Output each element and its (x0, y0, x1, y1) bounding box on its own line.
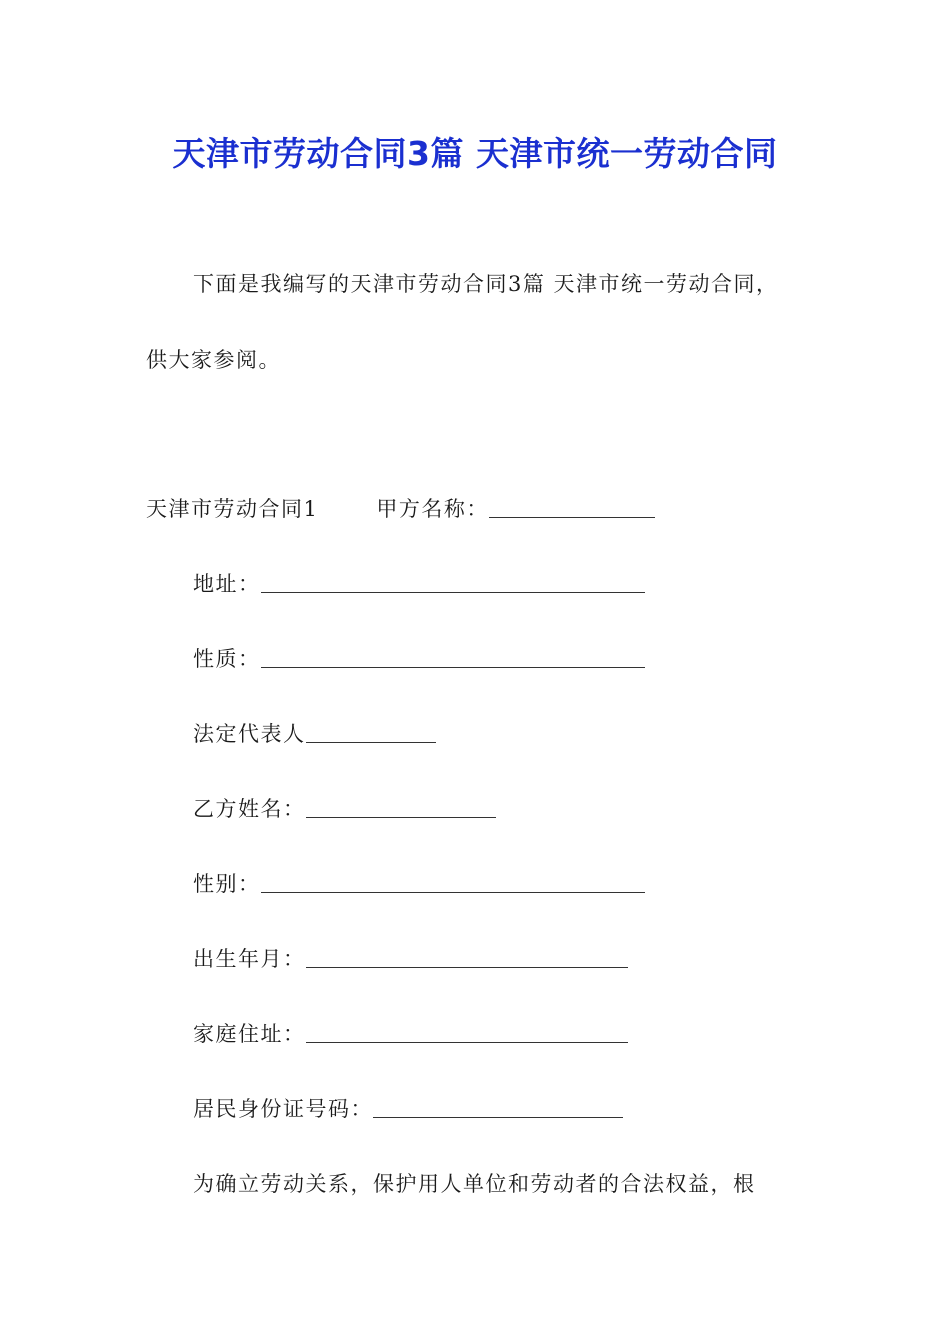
legal-rep-blank (306, 722, 436, 743)
address-blank (261, 572, 645, 593)
birth-label: 出生年月： (193, 947, 306, 971)
nature-row (193, 645, 645, 673)
section-heading: 天津市劳动合同1 (146, 497, 319, 521)
gender-row (193, 870, 645, 898)
birth-blank (306, 947, 628, 968)
id-number-label: 居民身份证号码： (193, 1097, 373, 1121)
home-address-blank (306, 1022, 628, 1043)
legal-rep-label: 法定代表人 (193, 722, 306, 746)
party-a-name-label: 甲方名称： (376, 497, 489, 521)
id-number-row (193, 1095, 623, 1123)
contract-heading-row (146, 495, 655, 523)
party-b-name-row (193, 795, 496, 823)
home-address-row (193, 1020, 628, 1048)
nature-label: 性质： (193, 647, 261, 671)
home-address-label: 家庭住址： (193, 1022, 306, 1046)
intro-paragraph-line-1: 下面是我编写的天津市劳动合同3篇 天津市统一劳动合同， (193, 272, 779, 296)
legal-rep-row (193, 720, 436, 748)
party-a-name-blank (489, 497, 655, 518)
intro-paragraph-line-2: 供大家参阅。 (146, 348, 281, 372)
id-number-blank (373, 1097, 623, 1118)
document-title: 天津市劳动合同3篇 天津市统一劳动合同 (172, 134, 778, 173)
birth-row (193, 945, 628, 973)
gender-blank (261, 872, 645, 893)
gender-label: 性别： (193, 872, 261, 896)
address-label: 地址： (193, 572, 261, 596)
party-b-name-label: 乙方姓名： (193, 797, 306, 821)
nature-blank (261, 647, 645, 668)
party-b-name-blank (306, 797, 496, 818)
closing-paragraph-line: 为确立劳动关系，保护用人单位和劳动者的合法权益，根 (193, 1172, 756, 1196)
address-row (193, 570, 645, 598)
